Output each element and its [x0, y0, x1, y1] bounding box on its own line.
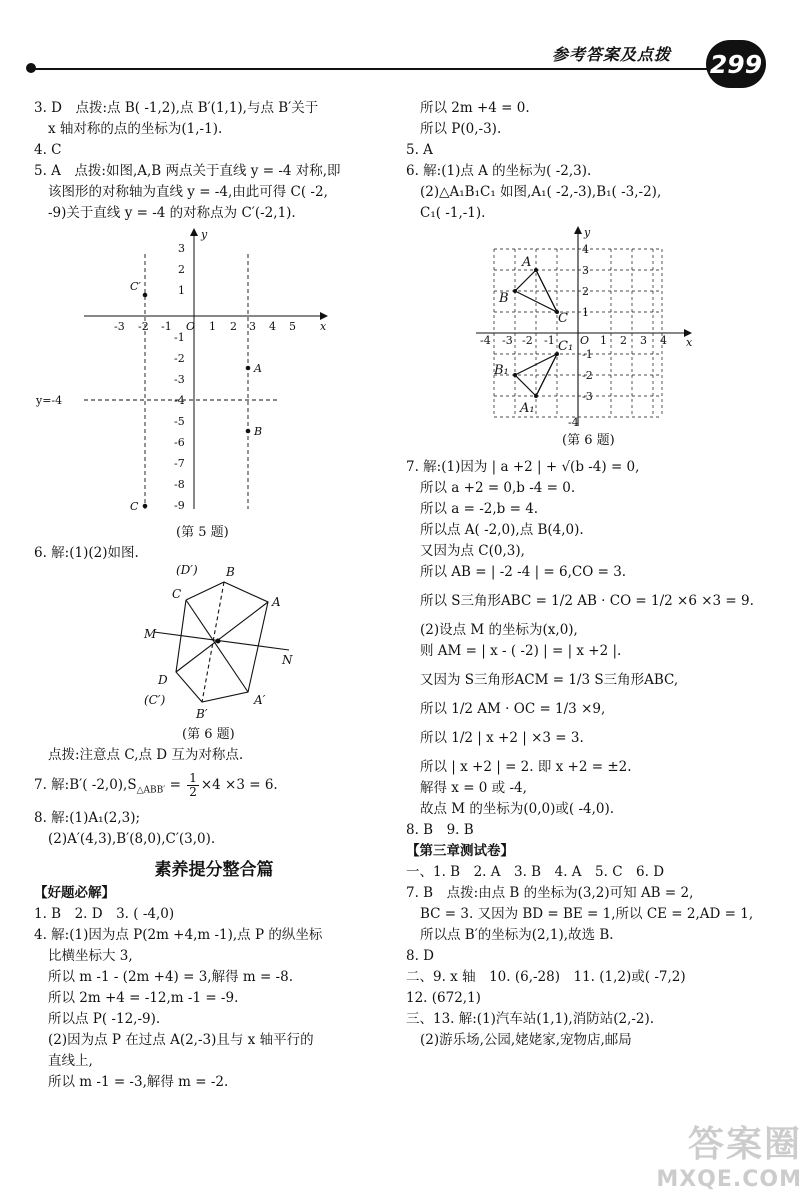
answer-7-right-cont: 则 AM = | x - ( -2) | = | x +2 |. [420, 643, 622, 659]
answer-5-cont: 该图形的对称轴为直线 y = -4,由此可得 C( -2, [48, 184, 328, 200]
figure-5 [36, 224, 384, 524]
fig6r-xtick: -2 [522, 334, 533, 347]
answer-6-hint: 点拨:注意点 C,点 D 互为对称点. [48, 747, 244, 763]
figure-6-right-caption: (第 6 题) [562, 433, 615, 448]
answer-7-right-cont: 又因为点 C(0,3), [420, 543, 525, 559]
review-4-cont: 所以 m -1 - (2m +4) = 3,解得 m = -8. [48, 968, 293, 985]
fig6r-label-b: B [499, 291, 509, 306]
review-4-cont: 所以 m -1 = -3,解得 m = -2. [48, 1073, 229, 1090]
fig6r-label-c1: C₁ [558, 339, 574, 354]
answer-7-sub: △ABB′ [136, 785, 166, 796]
test-7-cont: BC = 3. 又因为 BD = BE = 1,所以 CE = 2,AD = 1, [420, 906, 754, 922]
answer-6-right: 6. 解:(1)点 A 的坐标为( -2,3). [406, 163, 592, 179]
fig5-ytick: -2 [174, 352, 185, 365]
review-4-cont: 比横坐标大 3, [48, 947, 133, 964]
answer-7-suffix: ×4 ×3 = 6. [200, 777, 278, 793]
fig6-label-a-prime: A′ [254, 693, 266, 707]
answer-7-right-cont: 所以 AB = | -2 -4 | = 6,CO = 3. [420, 564, 627, 580]
fig6-label-b: B [226, 565, 235, 579]
fig5-ytick: -7 [174, 457, 185, 470]
fig5-xtick: 1 [209, 320, 216, 333]
fig5-ytick: -3 [174, 373, 185, 386]
answer-7-right-cont: 所以点 A( -2,0),点 B(4,0). [420, 522, 584, 538]
fraction-den: 2 [189, 785, 197, 799]
answer-7 [34, 772, 394, 802]
fig6-label-d: D [158, 673, 168, 687]
fig6r-xtick: 4 [660, 334, 667, 347]
right-line: 所以 2m +4 = 0. [420, 100, 530, 116]
test-7-cont: 所以点 B′的坐标为(2,1),故选 B. [420, 927, 614, 943]
page-number-badge: 299 [706, 40, 766, 88]
answer-7-right-cont: 所以 1/2 | x +2 | ×3 = 3. [420, 730, 584, 746]
fig5-origin: O [186, 320, 196, 333]
test-13: 三、13. 解:(1)汽车站(1,1),消防站(2,-2). [406, 1011, 655, 1027]
fig6r-label-c: C [558, 311, 568, 326]
fig6-label-n: N [282, 653, 293, 667]
figure-6-right [472, 226, 712, 436]
fig5-ytick: -6 [174, 436, 185, 449]
fig5-x-label: x [320, 320, 327, 333]
answer-3: 3. D 点拨:点 B( -1,2),点 B′(1,1),与点 B′关于 [34, 100, 319, 116]
fig5-xtick: 5 [289, 320, 296, 333]
fig5-y-label: y [201, 228, 208, 241]
fig5-xtick: 3 [249, 320, 256, 333]
fig6r-x-label: x [686, 336, 693, 349]
answer-7-right-cont: 所以 a = -2,b = 4. [420, 501, 539, 517]
answer-4: 4. C [34, 142, 62, 158]
fig6-label-m: M [144, 627, 157, 641]
fig6r-label-b1: B₁ [494, 363, 509, 378]
header-title: 参考答案及点拨 [552, 45, 672, 64]
fig6r-origin: O [580, 334, 590, 347]
fig5-line-label: y=-4 [36, 394, 63, 407]
fig5-ytick: -9 [174, 499, 185, 512]
section-title: 素养提分整合篇 [154, 859, 274, 880]
answer-7-prefix: 7. 解:B′( -2,0),S [34, 777, 137, 793]
test-13-cont: (2)游乐场,公园,姥姥家,宠物店,邮局 [420, 1032, 632, 1048]
fig5-ytick: -5 [174, 415, 185, 428]
fig6r-label-a1: A₁ [520, 401, 535, 416]
fig5-xtick: -2 [138, 320, 149, 333]
fig6r-ytick: 4 [582, 243, 589, 256]
test-part-1: 一、1. B 2. A 3. B 4. A 5. C 6. D [406, 864, 665, 880]
fig5-ytick: -4 [174, 394, 185, 407]
fig6r-label-a: A [522, 255, 532, 270]
fig6-label-a: A [272, 595, 281, 609]
review-4-cont: (2)因为点 P 在过点 A(2,-3)且与 x 轴平行的 [48, 1031, 314, 1048]
fig6r-xtick: -3 [502, 334, 513, 347]
answer-5-cont2: -9)关于直线 y = -4 的对称点为 C′(-2,1). [48, 205, 296, 221]
answer-7-right-cont: 解得 x = 0 或 -4, [420, 780, 527, 796]
fig6r-ytick: -2 [582, 369, 593, 382]
fig5-xtick: 4 [269, 320, 276, 333]
test-title: 【第三章测试卷】 [406, 843, 514, 859]
fig6-label-c: C [172, 587, 182, 601]
review-1-3: 1. B 2. D 3. ( -4,0) [34, 905, 175, 922]
answer-7-right-cont: 故点 M 的坐标为(0,0)或( -4,0). [420, 801, 615, 817]
fig5-point-c: C [130, 500, 139, 513]
answer-7-fraction [187, 772, 199, 799]
fig6r-xtick: 3 [640, 334, 647, 347]
fig6-label-b-prime: B′ [196, 707, 208, 721]
answer-6: 6. 解:(1)(2)如图. [34, 545, 139, 561]
fig5-ytick: 3 [178, 242, 185, 255]
answer-5-right: 5. A [406, 142, 433, 158]
answer-7-right-cont: 所以 1/2 AM · OC = 1/3 ×9, [420, 701, 606, 717]
fig5-xtick: -3 [114, 320, 125, 333]
fig5-point-a: A [254, 362, 262, 375]
answer-7-right-cont: (2)设点 M 的坐标为(x,0), [420, 622, 578, 638]
fig6-label-d-prime: (D′) [176, 563, 198, 577]
answer-7-right-cont: 所以 S三角形ABC = 1/2 AB · CO = 1/2 ×6 ×3 = 9. [420, 593, 754, 609]
test-part-2: 二、9. x 轴 10. (6,-28) 11. (1,2)或( -7,2) [406, 969, 686, 985]
answer-8-9-right: 8. B 9. B [406, 822, 474, 838]
review-4-cont: 直线上, [48, 1052, 93, 1069]
fig5-ytick: 1 [178, 284, 185, 297]
fig6-label-c-prime: (C′) [144, 693, 166, 707]
fraction-num: 1 [189, 771, 197, 785]
fig5-xtick: 2 [230, 320, 237, 333]
answer-6-right-cont: (2)△A₁B₁C₁ 如图,A₁( -2,-3),B₁( -3,-2), [420, 184, 662, 200]
answer-8: 8. 解:(1)A₁(2,3); [34, 809, 141, 826]
fig5-xtick: -1 [161, 320, 172, 333]
review-4-cont: 所以点 P( -12,-9). [48, 1010, 161, 1027]
right-column [406, 98, 796, 1051]
watermark-line1: 答案圈 [687, 1124, 802, 1165]
answer-7-right-cont: 又因为 S三角形ACM = 1/3 S三角形ABC, [420, 672, 679, 688]
test-7: 7. B 点拨:由点 B 的坐标为(3,2)可知 AB = 2, [406, 885, 694, 901]
review-4-cont: 所以 2m +4 = -12,m -1 = -9. [48, 989, 239, 1006]
fig6r-xtick: -1 [544, 334, 555, 347]
header-rule [30, 68, 720, 70]
fig5-ytick: -8 [174, 478, 185, 491]
answer-3-cont: x 轴对称的点的坐标为(1,-1). [48, 121, 223, 137]
fig6r-ytick: 1 [582, 306, 589, 319]
answer-7-right-cont: 所以 a +2 = 0,b -4 = 0. [420, 480, 576, 496]
fig6r-ytick: 2 [582, 285, 589, 298]
fig6r-ytick: -1 [582, 348, 593, 361]
figure-6-left [114, 564, 354, 724]
fig5-ytick: 2 [178, 263, 185, 276]
figure-6-left-caption: (第 6 题) [182, 727, 235, 742]
watermark [656, 1116, 802, 1192]
fig5-point-c-prime: C′ [130, 280, 141, 293]
figure-5-caption: (第 5 题) [176, 525, 229, 540]
answer-7-right: 7. 解:(1)因为 | a +2 | + √(b -4) = 0, [406, 459, 640, 475]
left-column [34, 98, 394, 1093]
watermark-line2: MXQE.COM [656, 1167, 802, 1192]
test-8: 8. D [406, 948, 434, 964]
fig6r-y-label: y [584, 226, 591, 239]
test-12: 12. (672,1) [406, 990, 481, 1006]
answer-8-cont: (2)A′(4,3),B′(8,0),C′(3,0). [48, 830, 216, 847]
right-line: 所以 P(0,-3). [420, 121, 502, 137]
fig5-point-b: B [254, 425, 263, 438]
answer-7-right-cont: 所以 | x +2 | = 2. 即 x +2 = ±2. [420, 759, 632, 775]
fig6r-xtick: -4 [480, 334, 491, 347]
fig6r-ytick: 3 [582, 264, 589, 277]
fig6r-ytick: -3 [582, 390, 593, 403]
fig6r-xtick: 2 [620, 334, 627, 347]
answer-7-eq: = [165, 777, 186, 793]
answer-6-right-cont: C₁( -1,-1). [420, 205, 486, 221]
fig6r-xtick: 1 [600, 334, 607, 347]
fig6r-ytick: -4 [568, 416, 579, 429]
fig5-ytick: -1 [174, 331, 185, 344]
review-4: 4. 解:(1)因为点 P(2m +4,m -1),点 P 的纵坐标 [34, 926, 323, 943]
sub-section-title: 【好题必解】 [34, 884, 115, 901]
answer-5: 5. A 点拨:如图,A,B 两点关于直线 y = -4 对称,即 [34, 163, 341, 179]
